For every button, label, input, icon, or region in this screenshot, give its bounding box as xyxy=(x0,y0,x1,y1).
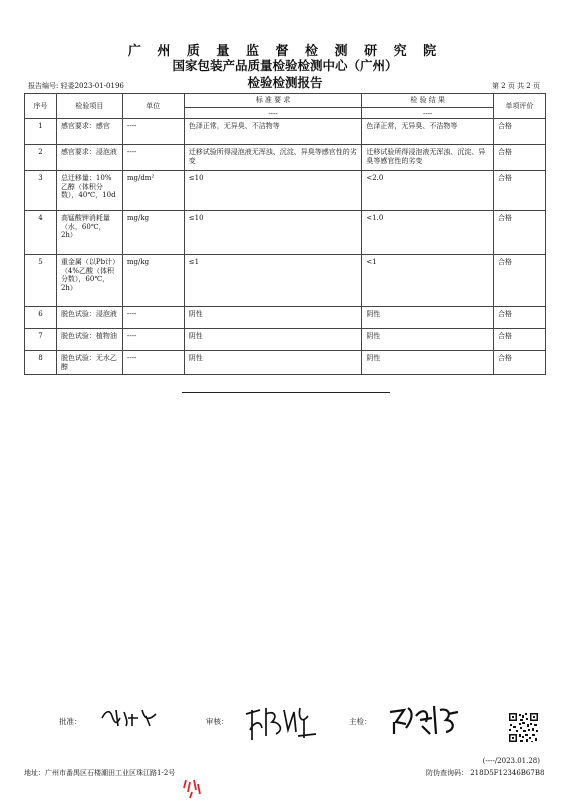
header-result-sub: ---- xyxy=(362,107,493,119)
header-standard-sub: ---- xyxy=(185,107,362,119)
cell-seq: 8 xyxy=(25,351,57,375)
cell-std: 阴性 xyxy=(184,307,362,329)
cell-seq: 5 xyxy=(25,255,57,307)
cell-seq: 2 xyxy=(25,145,57,171)
cell-result: 阴性 xyxy=(362,329,494,351)
cell-item: 感官要求：感官 xyxy=(56,119,122,145)
table-row xyxy=(25,255,546,307)
report-date: (----/2023.01.28) xyxy=(482,757,540,765)
cell-std: ≤1 xyxy=(184,255,362,307)
cell-item: 脱色试验：植物油 xyxy=(56,329,122,351)
table-row xyxy=(25,329,546,351)
cell-result: 迁移试验所得浸泡液无浑浊、沉淀、异臭等感官性的劣变 xyxy=(362,145,494,171)
cell-eval: 合格 xyxy=(494,307,546,329)
header-standard xyxy=(184,94,362,119)
inspection-table xyxy=(24,93,546,375)
end-of-table-line xyxy=(182,392,390,393)
cell-eval: 合格 xyxy=(494,171,546,211)
table-body xyxy=(25,119,546,375)
cell-std: 迁移试验所得浸泡液无浑浊、沉淀、异臭等感官性的劣变 xyxy=(184,145,362,171)
center-name: 国家包装产品质量检验检测中心（广州） xyxy=(172,58,398,73)
inspect-signature xyxy=(386,700,464,740)
header-standard-label: 标 准 要 求 xyxy=(255,96,291,104)
cell-unit: mg/dm² xyxy=(122,171,184,211)
cell-seq: 4 xyxy=(25,211,57,255)
cell-result: 阴性 xyxy=(362,351,494,375)
table-row xyxy=(25,211,546,255)
cell-eval: 合格 xyxy=(494,119,546,145)
cell-unit: mg/kg xyxy=(122,255,184,307)
cell-item: 重金属（以Pb计）（4%乙酸（体积分数），60℃，2h） xyxy=(56,255,122,307)
table-header-row xyxy=(25,94,546,119)
header-result-label: 检 验 结 果 xyxy=(410,96,446,104)
table-row xyxy=(25,351,546,375)
cell-std: 色泽正常，无异臭、不洁物等 xyxy=(184,119,362,145)
verification-code: 防伪查询码： 218D5F12346B67B8 xyxy=(426,769,545,777)
institute-name: 广 州 质 量 监 督 检 测 研 究 院 xyxy=(127,44,443,59)
table-row xyxy=(25,171,546,211)
inspect-label: 主检： xyxy=(349,717,372,726)
table-row xyxy=(25,307,546,329)
cell-unit: ---- xyxy=(122,119,184,145)
cell-std: 阴性 xyxy=(184,329,362,351)
review-label: 审核： xyxy=(206,717,229,726)
cell-unit: ---- xyxy=(122,329,184,351)
approve-signature xyxy=(98,704,160,730)
cell-std: ≤10 xyxy=(184,171,362,211)
cell-seq: 6 xyxy=(25,307,57,329)
cell-result: 阴性 xyxy=(362,307,494,329)
cell-seq: 3 xyxy=(25,171,57,211)
qr-code xyxy=(508,712,539,743)
header-evaluation: 单项评价 xyxy=(494,94,546,119)
page-indicator: 第 2 页 共 2 页 xyxy=(491,82,540,90)
approve-label: 批准： xyxy=(59,717,82,726)
cell-result: <2.0 xyxy=(362,171,494,211)
cell-item: 脱色试验：浸泡液 xyxy=(56,307,122,329)
header-seq: 序号 xyxy=(25,94,57,119)
report-title: 检验检测报告 xyxy=(247,75,323,90)
cell-item: 脱色试验：无水乙醇 xyxy=(56,351,122,375)
cell-unit: mg/kg xyxy=(122,211,184,255)
cell-eval: 合格 xyxy=(494,255,546,307)
cell-std: ≤10 xyxy=(184,211,362,255)
cell-std: 阴性 xyxy=(184,351,362,375)
cell-eval: 合格 xyxy=(494,351,546,375)
cell-eval: 合格 xyxy=(494,211,546,255)
header-item: 检验项目 xyxy=(56,94,122,119)
cell-unit: ---- xyxy=(122,145,184,171)
cell-result: 色泽正常，无异臭、不洁物等 xyxy=(362,119,494,145)
cell-item: 高锰酸钾消耗量（水，60℃，2h） xyxy=(56,211,122,255)
cell-result: <1 xyxy=(362,255,494,307)
cell-item: 总迁移量：10%乙醇（体积分数），40℃，10d xyxy=(56,171,122,211)
cell-item: 感官要求：浸泡液 xyxy=(56,145,122,171)
cell-eval: 合格 xyxy=(494,145,546,171)
table-row xyxy=(25,145,546,171)
cell-unit: ---- xyxy=(122,351,184,375)
cell-eval: 合格 xyxy=(494,329,546,351)
cell-seq: 1 xyxy=(25,119,57,145)
cell-seq: 7 xyxy=(25,329,57,351)
cell-result: <1.0 xyxy=(362,211,494,255)
report-number: 报告编号: 轻委2023-01-0196 xyxy=(28,82,124,90)
red-stamp-fragment xyxy=(180,778,210,800)
table-row xyxy=(25,119,546,145)
cell-unit: ---- xyxy=(122,307,184,329)
header-unit: 单位 xyxy=(122,94,184,119)
header-result xyxy=(362,94,494,119)
review-signature xyxy=(240,700,322,748)
address: 地址：广州市番禺区石楼潮田工业区珠江路1-2号 xyxy=(24,769,176,777)
